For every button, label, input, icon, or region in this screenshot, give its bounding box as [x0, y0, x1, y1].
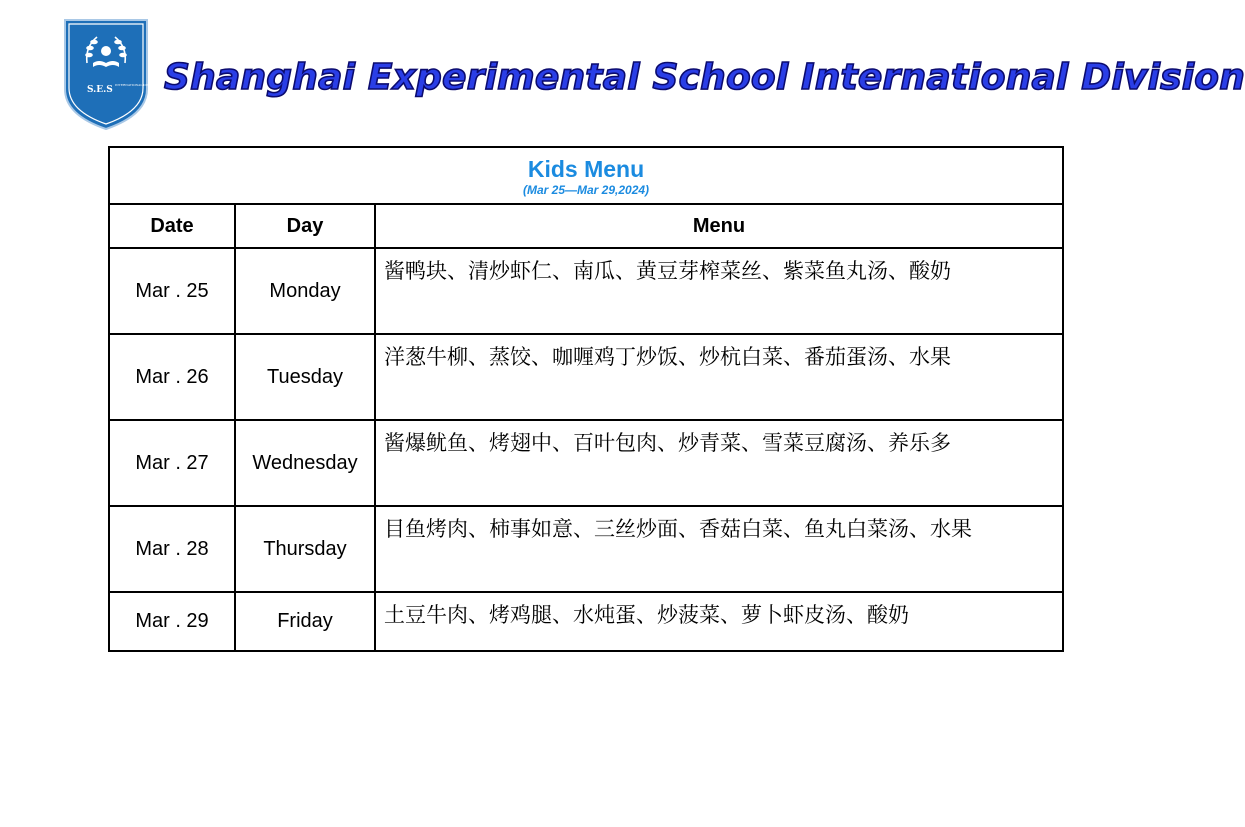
date-cell: Mar . 28: [109, 506, 235, 592]
menu-cell: 酱鸭块、清炒虾仁、南瓜、黄豆芽榨菜丝、紫菜鱼丸汤、酸奶: [375, 248, 1063, 334]
menu-cell: 洋葱牛柳、蒸饺、咖喱鸡丁炒饭、炒杭白菜、番茄蛋汤、水果: [375, 334, 1063, 420]
table-row: [109, 506, 1063, 592]
column-header-menu: Menu: [375, 204, 1063, 248]
date-cell: Mar . 27: [109, 420, 235, 506]
school-name: Shanghai Experimental School International Division: [164, 57, 1245, 98]
date-cell: Mar . 26: [109, 334, 235, 420]
date-cell: Mar . 29: [109, 592, 235, 651]
school-logo: [63, 17, 159, 131]
menu-cell: 土豆牛肉、烤鸡腿、水炖蛋、炒菠菜、萝卜虾皮汤、酸奶: [375, 592, 1063, 651]
menu-cell: 目鱼烤肉、柿事如意、三丝炒面、香菇白菜、鱼丸白菜汤、水果: [375, 506, 1063, 592]
day-cell: Wednesday: [235, 420, 375, 506]
menu-title: Kids Menu: [527, 155, 645, 182]
date-cell: Mar . 25: [109, 248, 235, 334]
table-row: [109, 420, 1063, 506]
day-cell: Tuesday: [235, 334, 375, 420]
table-row: [109, 334, 1063, 420]
column-header-date: Date: [109, 204, 235, 248]
menu-table: [108, 146, 1064, 652]
table-row: [109, 592, 1063, 651]
menu-cell: 酱爆鱿鱼、烤翅中、百叶包肉、炒青菜、雪菜豆腐汤、养乐多: [375, 420, 1063, 506]
logo-text: S.E.S: [87, 85, 113, 95]
menu-caption: [109, 147, 1063, 204]
column-header-day: Day: [235, 204, 375, 248]
logo-subtext: INTERNATIONAL DIVISION: [115, 83, 159, 87]
table-row: [109, 248, 1063, 334]
day-cell: Friday: [235, 592, 375, 651]
menu-date-range: (Mar 25—Mar 29,2024): [522, 182, 650, 197]
day-cell: Monday: [235, 248, 375, 334]
day-cell: Thursday: [235, 506, 375, 592]
